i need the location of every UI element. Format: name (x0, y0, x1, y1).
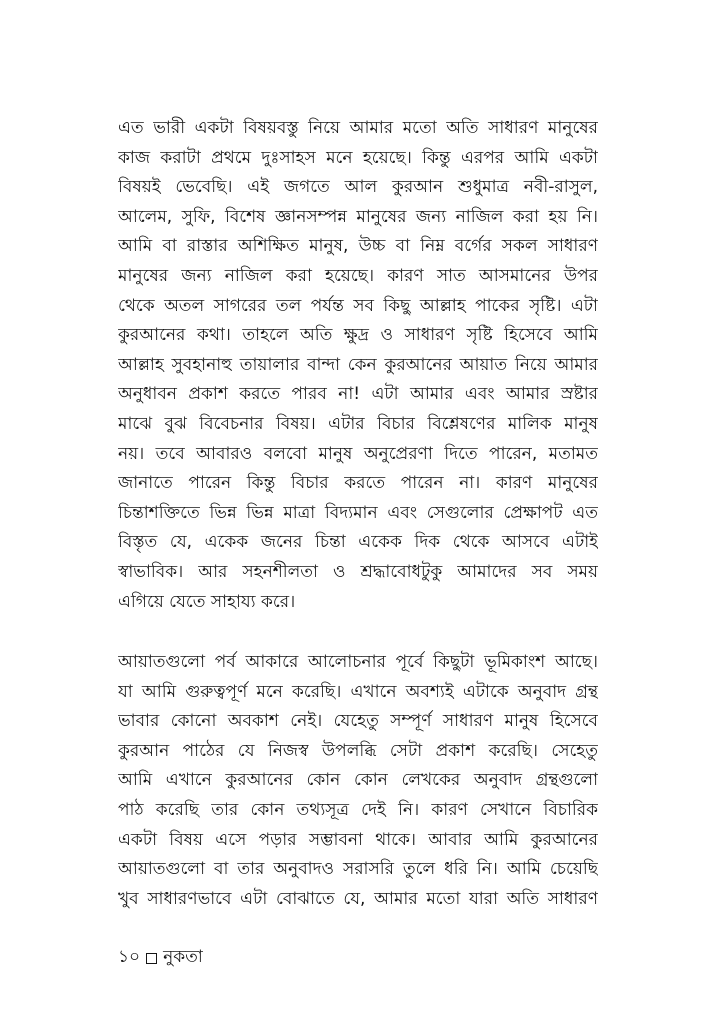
paragraph-2 (118, 648, 598, 914)
text-line: অনুধাবন প্রকাশ করতে পারব না! এটা আমার এবং আমার স্রষ্টার (118, 384, 598, 405)
text-line: এত ভারী একটা বিষয়বস্তু নিয়ে আমার মতো অতি সাধারণ মানুষের (118, 118, 598, 138)
text-line: থেকে অতল সাগরের তল পর্যন্ত সব কিছু আল্লাহ পাকের সৃষ্টি। এটা (118, 295, 598, 316)
text-line: যা আমি গুরুত্বপূর্ণ মনে করেছি। এখানে অবশ্যই এটাকে অনুবাদ গ্রন্থ (118, 681, 598, 702)
book-title: নুকতা (163, 947, 203, 967)
text-line: খুব সাধারণভাবে এটা বোঝাতে যে, আমার মতো যারা অতি সাধারণ (118, 888, 598, 909)
text-line: ভাবার কোনো অবকাশ নেই। যেহেতু সম্পূর্ণ সাধারণ মানুষ হিসেবে (118, 711, 598, 732)
text-line: মাঝে বুঝ বিবেচনার বিষয়। এটার বিচার বিশ্লেষণের মালিক মানুষ (118, 413, 598, 434)
text-line: কুরআনের কথা। তাহলে অতি ক্ষুদ্র ও সাধারণ সৃষ্টি হিসেবে আমি (118, 325, 598, 346)
text-line: চিন্তাশক্তিতে ভিন্ন ভিন্ন মাত্রা বিদ্যমান এবং সেগুলোর প্রেক্ষাপট এত (118, 502, 598, 523)
text-line: মানুষের জন্য নাজিল করা হয়েছে। কারণ সাত আসমানের উপর (118, 265, 598, 286)
text-line: পাঠ করেছি তার কোন তথ্যসূত্র দেই নি। কারণ সেখানে বিচারিক (118, 799, 598, 820)
text-line: আমি বা রাস্তার অশিক্ষিত মানুষ, উচ্চ বা নিম্ন বর্গের সকল সাধারণ (118, 236, 598, 257)
text-line: কুরআন পাঠের যে নিজস্ব উপলব্ধি সেটা প্রকাশ করেছি। সেহেতু (118, 740, 598, 761)
text-line: জানাতে পারেন কিন্তু বিচার করতে পারেন না। কারণ মানুষের (118, 473, 598, 494)
text-line: আল্লাহ সুবহানাহু তায়ালার বান্দা কেন কুরআনের আয়াত নিয়ে আমার (118, 354, 598, 375)
paragraph-1 (118, 114, 598, 617)
text-line: স্বাভাবিক। আর সহনশীলতা ও শ্রদ্ধাবোধটুকু আমাদের সব সময় (118, 561, 598, 582)
text-line: আলেম, সুফি, বিশেষ জ্ঞানসম্পন্ন মানুষের জন্য নাজিল করা হয় নি। (118, 206, 598, 227)
square-separator-icon (146, 953, 157, 964)
text-line: বিস্তৃত যে, একেক জনের চিন্তা একেক দিক থেকে আসবে এটাই (118, 532, 598, 553)
page-number: ১০ (118, 947, 141, 967)
text-line: আমি এখানে কুরআনের কোন কোন লেখকের অনুবাদ গ্রন্থগুলো (118, 770, 598, 791)
text-line: আয়াতগুলো বা তার অনুবাদও সরাসরি তুলে ধরি নি। আমি চেয়েছি (118, 859, 598, 880)
text-line: একটা বিষয় এসে পড়ার সম্ভাবনা থাকে। আবার আমি কুরআনের (118, 829, 598, 850)
text-line: এগিয়ে যেতে সাহায্য করে। (118, 591, 296, 612)
text-line: আয়াতগুলো পর্ব আকারে আলোচনার পূর্বে কিছুটা ভূমিকাংশ আছে। (118, 652, 598, 672)
page-footer (118, 945, 203, 969)
text-line: কাজ করাটা প্রথমে দুঃসাহস মনে হয়েছে। কিন্তু এরপর আমি একটা (118, 147, 598, 168)
text-line: বিষয়ই ভেবেছি। এই জগতে আল কুরআন শুধুমাত্র নবী-রাসুল, (118, 177, 598, 198)
text-line: নয়। তবে আবারও বলবো মানুষ অনুপ্রেরণা দিতে পারেন, মতামত (118, 443, 598, 464)
